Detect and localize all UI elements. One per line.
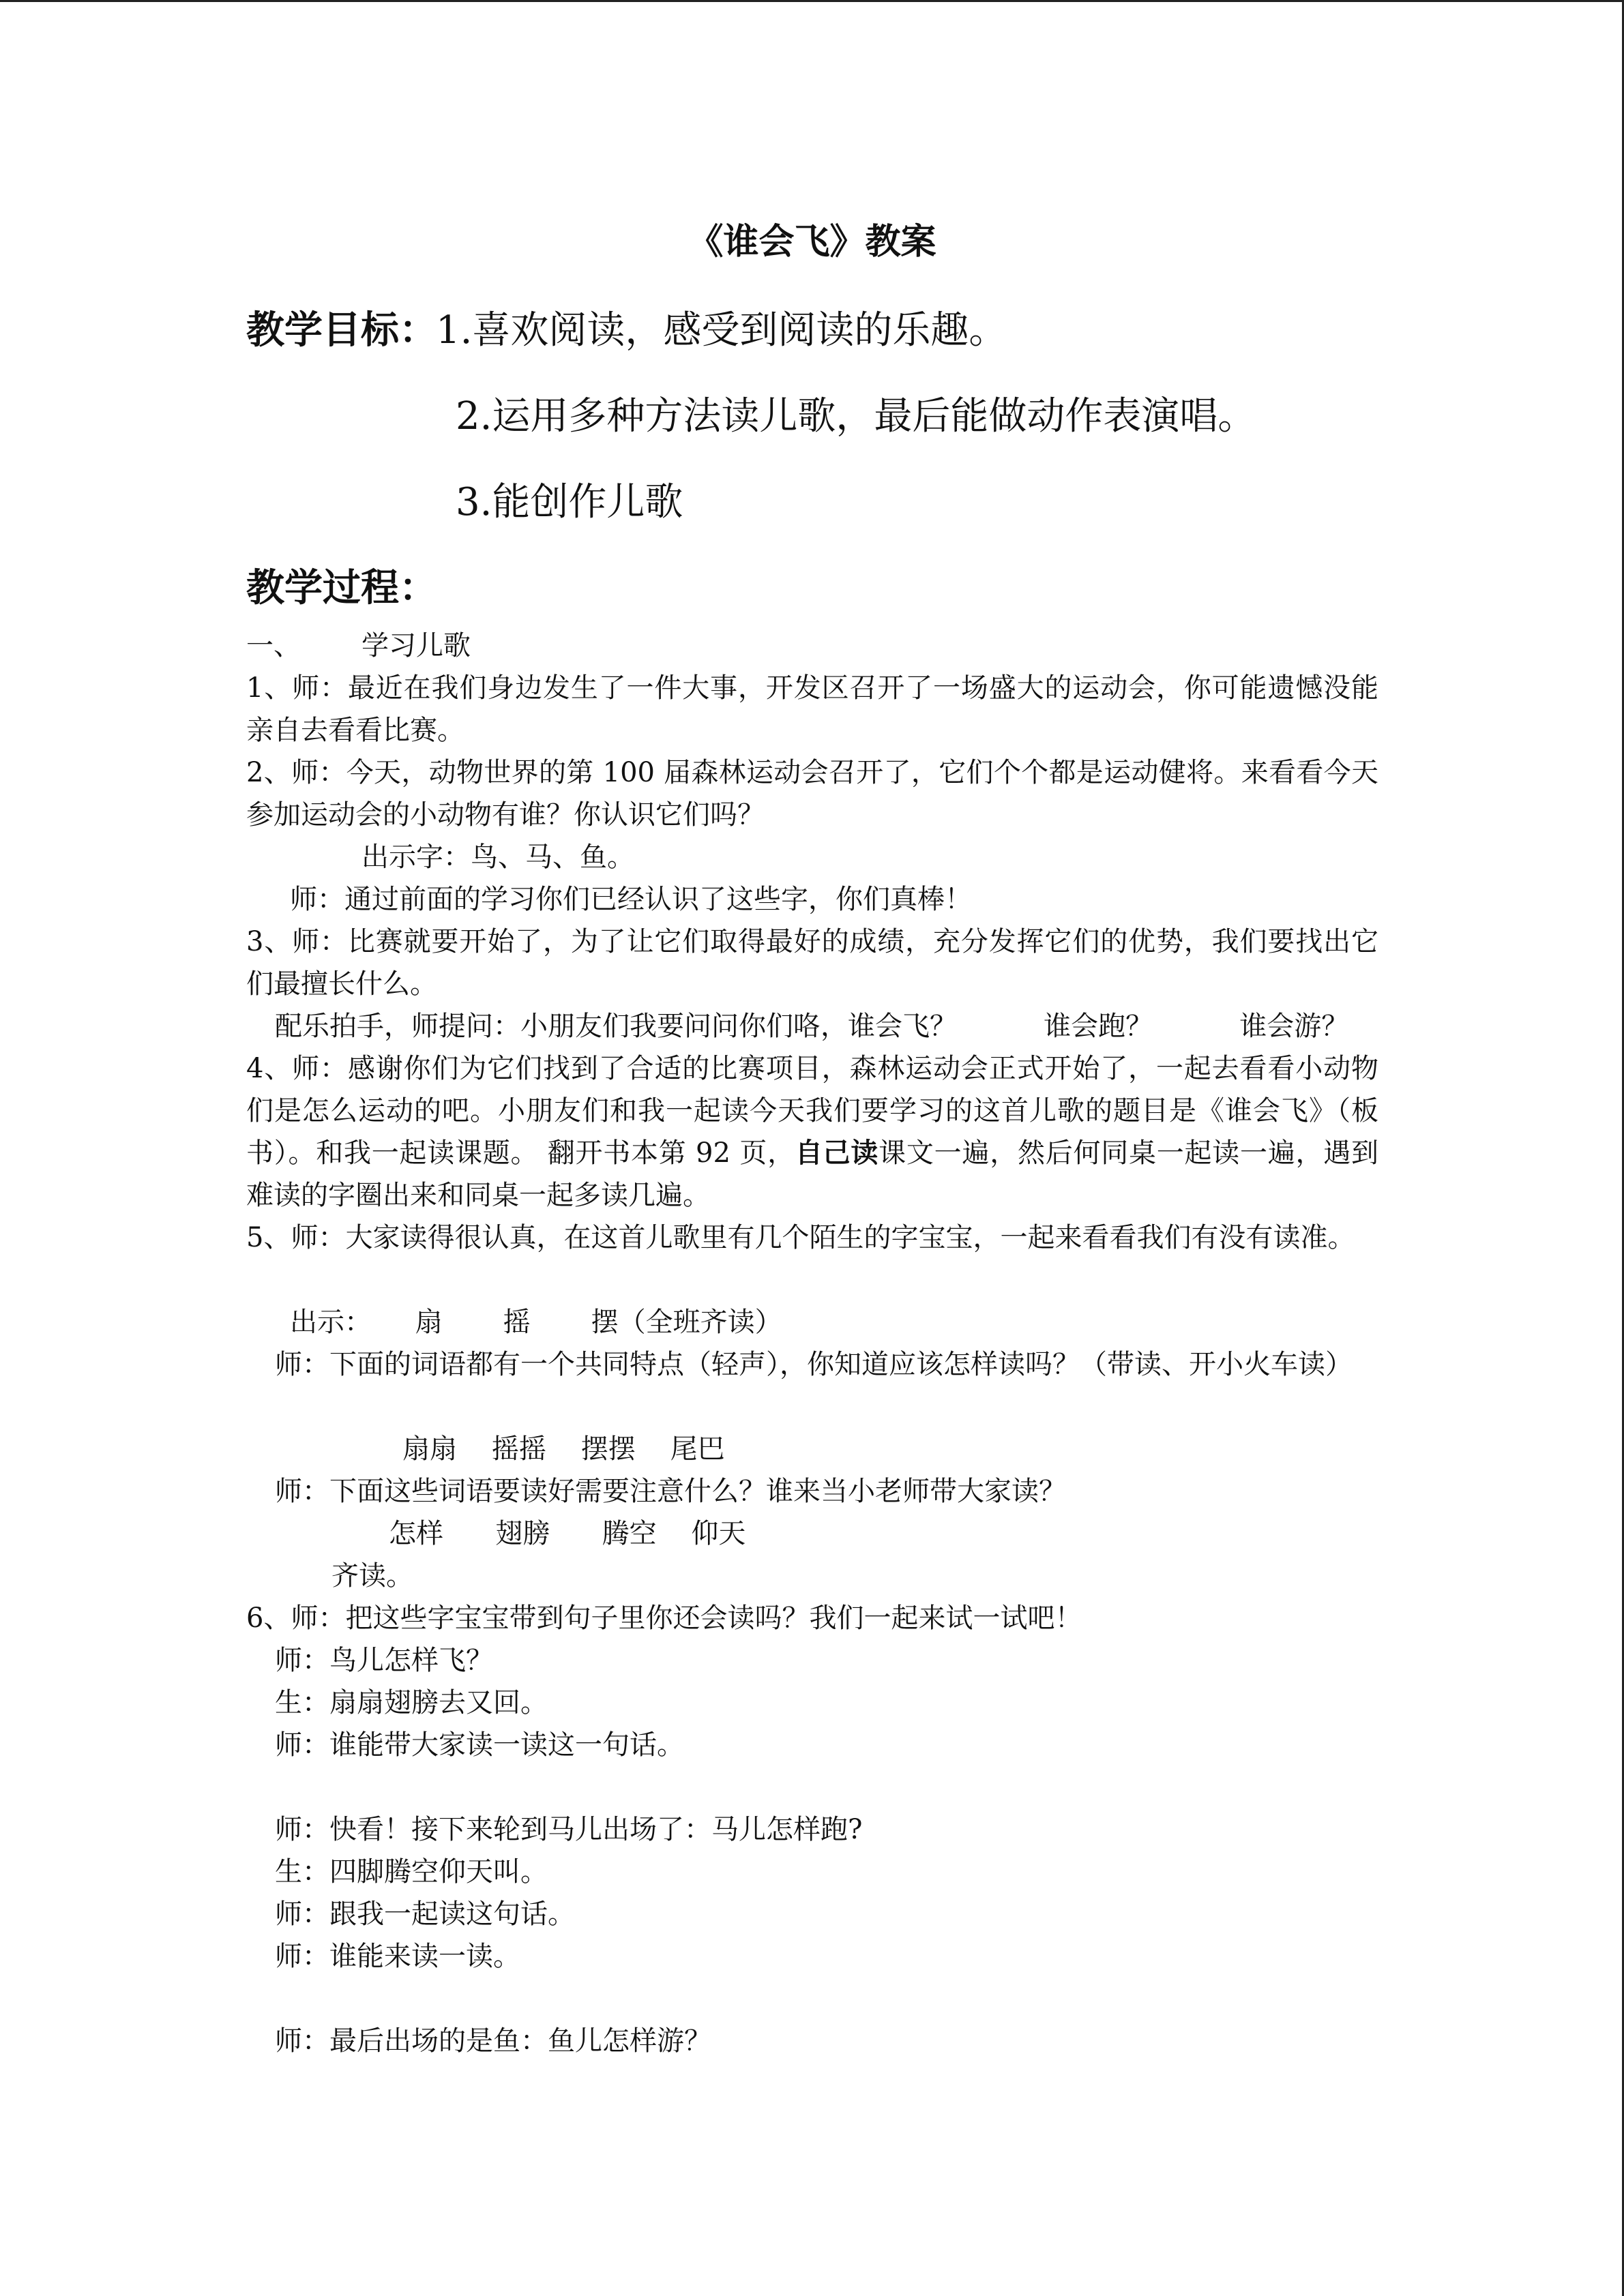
music-clap-prompt: 配乐拍手，师提问：小朋友们我要问问你们咯，谁会飞？ 谁会跑？ 谁会游？ — [275, 1011, 1349, 1042]
question-attention: 师：下面这些词语要读好需要注意什么？谁来当小老师带大家读？ — [275, 1476, 1066, 1507]
paragraph-3: 3、师：比赛就要开始了，为了让它们取得最好的成绩，充分发挥它们的优势，我们要找出它们最擅长什么。 — [246, 926, 1378, 1000]
dialogue-line-5: 生：四脚腾空仰天叫。 — [275, 1856, 548, 1888]
dialogue-line-7: 师：谁能来读一读。 — [275, 1941, 520, 1972]
process-label: 教学过程： — [246, 565, 437, 610]
objectives-label: 教学目标： — [246, 308, 437, 353]
paragraph-4-emphasis: 自己读 — [795, 1137, 879, 1169]
section-title: 学习儿歌 — [361, 630, 471, 661]
paragraph-4-text-a: 4、师：感谢你们为它们找到了合适的比赛项目，森林运动会正式开始了，一起去看看小动物们是怎么运动的吧。小朋友们和我一起读今天我们要学习的这首儿歌的题目是《谁会飞》（板书）。和我一起读课题。 翻开书本第 92 页， — [246, 1053, 1378, 1169]
paragraph-4 — [246, 1047, 1378, 1217]
teacher-praise: 师：通过前面的学习你们已经认识了这些字，你们真棒！ — [290, 884, 972, 915]
objective-item-1: 1.喜欢阅读，感受到阅读的乐趣。 — [436, 308, 1007, 353]
dialogue-line-8: 师：最后出场的是鱼：鱼儿怎样游？ — [275, 2025, 711, 2057]
question-light-tone-text: 师：下面的词语都有一个共同特点（轻声），你知道应该怎样读吗？（带读、开小火车读） — [275, 1349, 1353, 1380]
word-list-2: 怎样 翅膀 腾空 仰天 — [389, 1518, 746, 1549]
paragraph-4-text-b: 课文一遍，然后何同桌一起读一遍，遇到难读的字圈出来和同桌一起多读几遍。 — [246, 1137, 1379, 1211]
paragraph-1: 1、师：最近在我们身边发生了一件大事，开发区召开了一场盛大的运动会，你可能遗憾没能亲自去看看比赛。 — [246, 672, 1378, 746]
question-light-tone — [246, 1343, 1378, 1386]
objective-item-3: 3.能创作儿歌 — [456, 480, 683, 524]
word-list-1: 扇扇 摇摇 摆摆 尾巴 — [402, 1433, 725, 1465]
paragraph-2: 2、师：今天，动物世界的第 100 届森林运动会召开了，它们个个都是运动健将。来看看今天参加运动会的小动物有谁？你认识它们吗？ — [246, 757, 1378, 831]
dialogue-line-1: 师：鸟儿怎样飞？ — [275, 1645, 493, 1676]
dialogue-line-3: 师：谁能带大家读一读这一句话。 — [275, 1729, 684, 1761]
document-title: 《谁会飞》教案 — [688, 221, 936, 263]
read-together: 齐读。 — [331, 1560, 413, 1592]
paragraph-6: 6、师：把这些字宝宝带到句子里你还会读吗？我们一起来试一试吧！ — [246, 1602, 1082, 1634]
objective-item-2: 2.运用多种方法读儿歌，最后能做动作表演唱。 — [456, 394, 1256, 438]
section-number: 一、 — [246, 630, 301, 661]
show-words: 出示： 扇 摇 摆（全班齐读） — [290, 1307, 782, 1338]
dialogue-line-2: 生：扇扇翅膀去又回。 — [275, 1687, 548, 1718]
paragraph-5: 5、师：大家读得很认真，在这首儿歌里有几个陌生的字宝宝，一起来看看我们有没有读准。 — [246, 1222, 1355, 1253]
dialogue-line-4: 师：快看！接下来轮到马儿出场了：马儿怎样跑? — [275, 1814, 863, 1845]
show-characters: 出示字：鸟、马、鱼。 — [361, 841, 634, 873]
page-border-top — [0, 0, 1624, 2]
dialogue-line-6: 师：跟我一起读这句话。 — [275, 1898, 575, 1930]
